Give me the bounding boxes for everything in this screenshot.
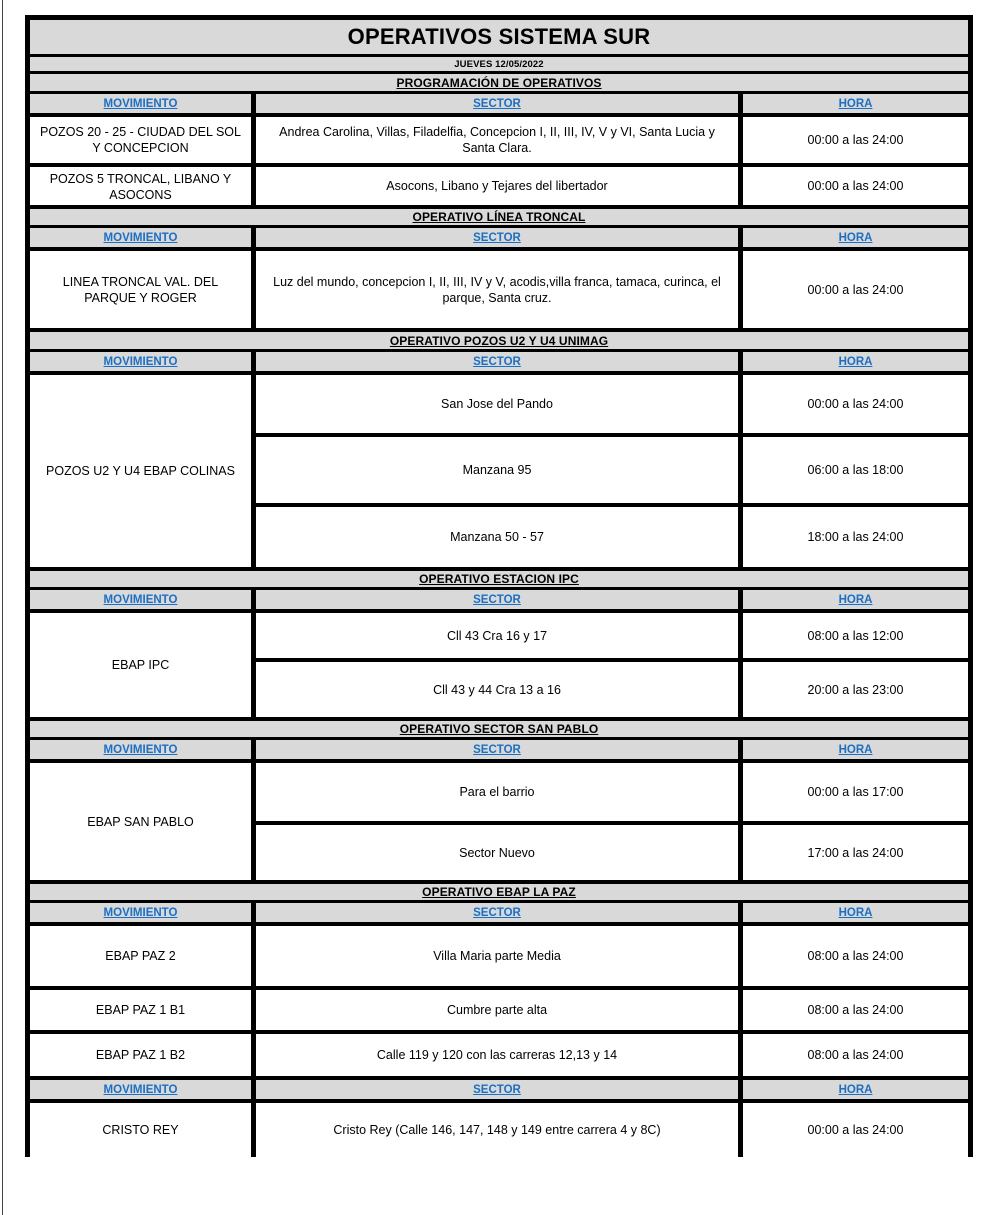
cell-hora: 06:00 a las 18:00 bbox=[743, 437, 968, 503]
cell-sector: Manzana 50 - 57 bbox=[256, 507, 738, 567]
cell-hora: 00:00 a las 17:00 bbox=[743, 763, 968, 821]
header-sector: SECTOR bbox=[256, 1080, 738, 1099]
cell-sector: Luz del mundo, concepcion I, II, III, IV y V, acodis,villa franca, tamaca, curinca, el parque, Santa cruz. bbox=[256, 251, 738, 328]
cell-movimiento: EBAP PAZ 2 bbox=[30, 926, 251, 986]
header-hora: HORA bbox=[743, 228, 968, 247]
cell-movimiento: POZOS 20 - 25 - CIUDAD DEL SOL Y CONCEPCION bbox=[30, 117, 251, 163]
cell-sector: Villa Maria parte Media bbox=[256, 926, 738, 986]
header-sector: SECTOR bbox=[256, 228, 738, 247]
section-title: OPERATIVO ESTACION IPC bbox=[30, 571, 968, 587]
cell-sector: Cll 43 y 44 Cra 13 a 16 bbox=[256, 662, 738, 717]
header-hora: HORA bbox=[743, 1080, 968, 1099]
header-hora: HORA bbox=[743, 94, 968, 113]
cell-hora: 00:00 a las 24:00 bbox=[743, 167, 968, 205]
header-movimiento: MOVIMIENTO bbox=[30, 352, 251, 371]
cell-hora: 20:00 a las 23:00 bbox=[743, 662, 968, 717]
cell-hora: 18:00 a las 24:00 bbox=[743, 507, 968, 567]
cell-movimiento: EBAP SAN PABLO bbox=[30, 763, 251, 880]
cell-hora: 00:00 a las 24:00 bbox=[743, 1103, 968, 1157]
cell-movimiento: LINEA TRONCAL VAL. DEL PARQUE Y ROGER bbox=[30, 251, 251, 328]
cell-hora: 08:00 a las 24:00 bbox=[743, 1034, 968, 1076]
header-movimiento: MOVIMIENTO bbox=[30, 228, 251, 247]
cell-sector: Cristo Rey (Calle 146, 147, 148 y 149 entre carrera 4 y 8C) bbox=[256, 1103, 738, 1157]
header-movimiento: MOVIMIENTO bbox=[30, 590, 251, 609]
header-sector: SECTOR bbox=[256, 740, 738, 759]
header-hora: HORA bbox=[743, 352, 968, 371]
section-title: OPERATIVO EBAP LA PAZ bbox=[30, 884, 968, 900]
header-sector: SECTOR bbox=[256, 352, 738, 371]
section-title: OPERATIVO SECTOR SAN PABLO bbox=[30, 721, 968, 737]
header-movimiento: MOVIMIENTO bbox=[30, 94, 251, 113]
cell-hora: 17:00 a las 24:00 bbox=[743, 825, 968, 880]
cell-movimiento: POZOS U2 Y U4 EBAP COLINAS bbox=[30, 375, 251, 567]
header-movimiento: MOVIMIENTO bbox=[30, 740, 251, 759]
cell-movimiento: EBAP IPC bbox=[30, 613, 251, 717]
cell-sector: Para el barrio bbox=[256, 763, 738, 821]
section-title: PROGRAMACIÓN DE OPERATIVOS bbox=[30, 74, 968, 91]
page-title: OPERATIVOS SISTEMA SUR bbox=[30, 20, 968, 54]
cell-sector: Andrea Carolina, Villas, Filadelfia, Concepcion I, II, III, IV, V y VI, Santa Lucia y Santa Clara. bbox=[256, 117, 738, 163]
cell-sector: Asocons, Libano y Tejares del libertador bbox=[256, 167, 738, 205]
header-sector: SECTOR bbox=[256, 94, 738, 113]
cell-sector: Cumbre parte alta bbox=[256, 990, 738, 1030]
cell-hora: 08:00 a las 24:00 bbox=[743, 926, 968, 986]
section-title: OPERATIVO LÍNEA TRONCAL bbox=[30, 209, 968, 225]
date-label: JUEVES 12/05/2022 bbox=[30, 57, 968, 71]
schedule-sheet bbox=[25, 15, 973, 1157]
section-title: OPERATIVO POZOS U2 Y U4 UNIMAG bbox=[30, 332, 968, 349]
header-hora: HORA bbox=[743, 590, 968, 609]
cell-movimiento: CRISTO REY bbox=[30, 1103, 251, 1157]
header-sector: SECTOR bbox=[256, 903, 738, 922]
header-hora: HORA bbox=[743, 740, 968, 759]
cell-sector: Cll 43 Cra 16 y 17 bbox=[256, 613, 738, 658]
cell-movimiento: EBAP PAZ 1 B2 bbox=[30, 1034, 251, 1076]
cell-sector: San Jose del Pando bbox=[256, 375, 738, 433]
cell-movimiento: EBAP PAZ 1 B1 bbox=[30, 990, 251, 1030]
cell-hora: 00:00 a las 24:00 bbox=[743, 251, 968, 328]
header-hora: HORA bbox=[743, 903, 968, 922]
cell-hora: 08:00 a las 12:00 bbox=[743, 613, 968, 658]
cell-hora: 08:00 a las 24:00 bbox=[743, 990, 968, 1030]
cell-sector: Manzana 95 bbox=[256, 437, 738, 503]
header-sector: SECTOR bbox=[256, 590, 738, 609]
cell-movimiento: POZOS 5 TRONCAL, LIBANO Y ASOCONS bbox=[30, 167, 251, 205]
cell-sector: Calle 119 y 120 con las carreras 12,13 y 14 bbox=[256, 1034, 738, 1076]
header-movimiento: MOVIMIENTO bbox=[30, 1080, 251, 1099]
header-movimiento: MOVIMIENTO bbox=[30, 903, 251, 922]
cell-sector: Sector Nuevo bbox=[256, 825, 738, 880]
schedule-grid bbox=[30, 20, 968, 1157]
page-left-border bbox=[2, 0, 3, 1215]
cell-hora: 00:00 a las 24:00 bbox=[743, 117, 968, 163]
cell-hora: 00:00 a las 24:00 bbox=[743, 375, 968, 433]
